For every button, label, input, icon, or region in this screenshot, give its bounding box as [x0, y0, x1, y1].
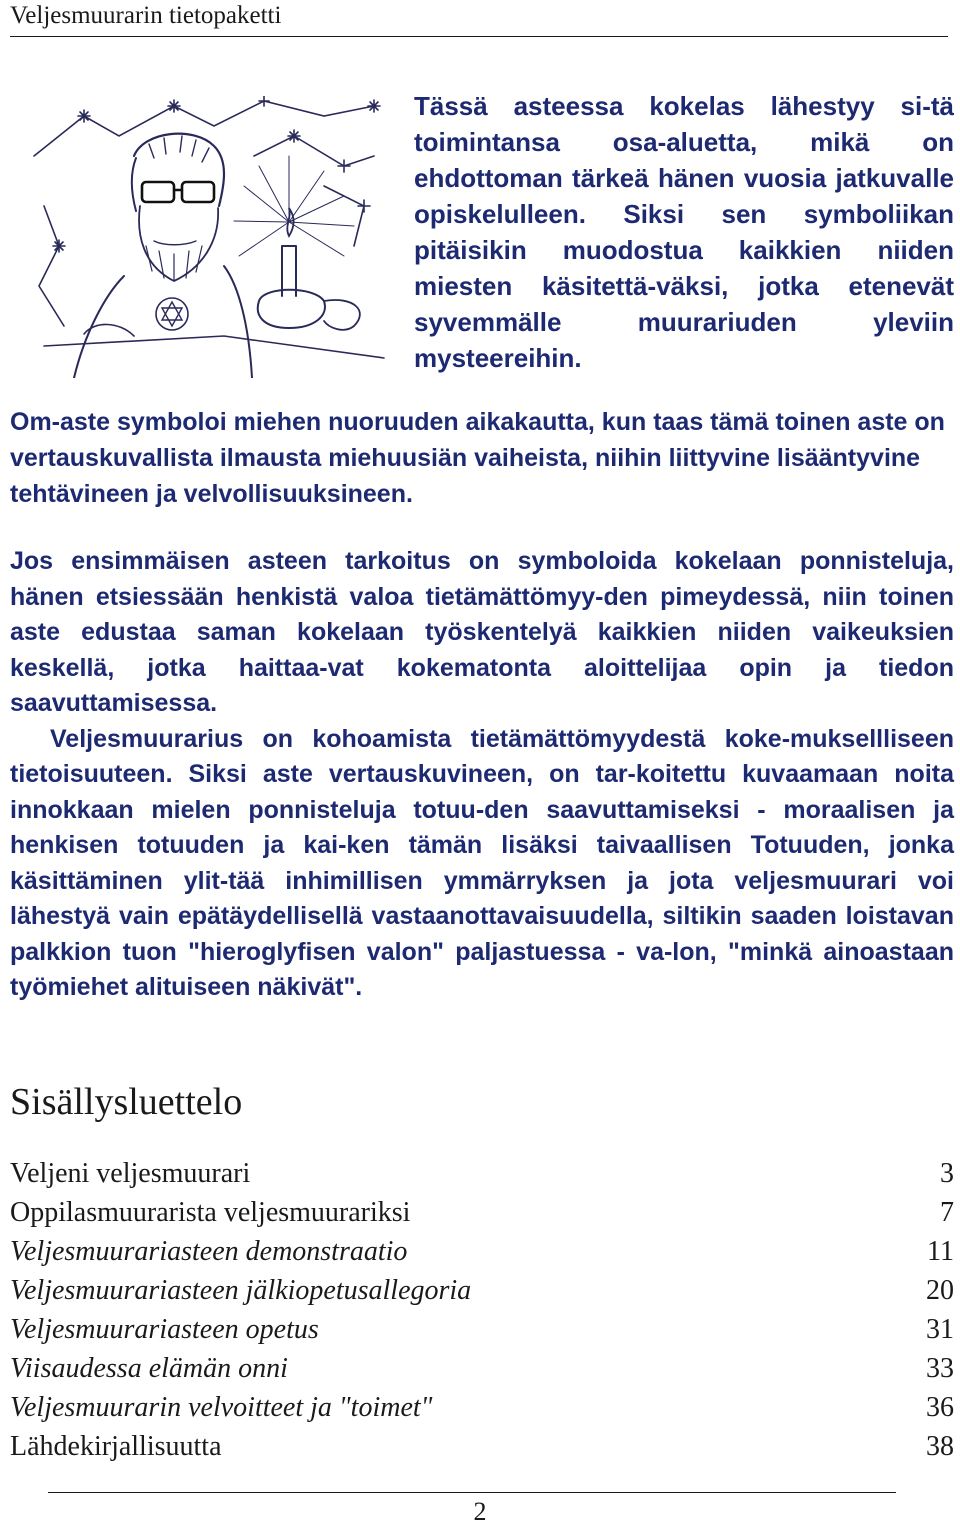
toc-entry-label: Veljesmuurariasteen opetus	[10, 1314, 319, 1345]
toc-entry-label: Oppilasmuurarista veljesmuurariksi	[10, 1197, 411, 1228]
page-number: 2	[473, 1497, 487, 1526]
toc-entry-page: 7	[940, 1197, 954, 1228]
main-paragraph	[10, 544, 954, 1006]
toc-entry-label: Lähdekirjallisuutta	[10, 1431, 222, 1462]
toc-entry-label: Veljesmuurarin velvoitteet ja "toimet"	[10, 1392, 433, 1423]
om-aste-paragraph: Om-aste symboloi miehen nuoruuden aikakautta, kun taas tämä toinen aste on vertauskuvallista ilmausta miehuusiän vaiheista, niihin liittyvine lisääntyvine tehtävineen ja velvollisuuksineen.	[10, 408, 945, 508]
toc-entry[interactable]	[10, 1431, 954, 1470]
footer-divider	[48, 1492, 896, 1493]
toc-entry-page: 36	[926, 1392, 954, 1423]
toc-entry-page: 33	[926, 1353, 954, 1384]
toc-entry[interactable]	[10, 1236, 954, 1275]
main-paragraph-part1: Jos ensimmäisen asteen tarkoitus on symboloida kokelaan ponnisteluja, hänen etsiessään henkistä valoa tietämättömyy-den pimeydessä, niin toinen aste edustaa saman kokelaan työskentelyä kaikkien niiden vaikeuksien keskellä, jotka haittaa-vat kokematonta aloittelijaa opin ja tiedon saavuttamisessa.	[10, 547, 954, 717]
toc-entry[interactable]	[10, 1197, 954, 1236]
toc-entry[interactable]	[10, 1314, 954, 1353]
toc-entry-label: Veljeni veljesmuurari	[10, 1158, 251, 1189]
toc-entry[interactable]	[10, 1275, 954, 1314]
toc-entry-label: Veljesmuurariasteen jälkiopetusallegoria	[10, 1275, 472, 1306]
page-header-title: Veljesmuurarin tietopaketti	[10, 2, 282, 29]
toc-entry-page: 38	[926, 1431, 954, 1462]
toc-entry-label: Veljesmuurariasteen demonstraatio	[10, 1236, 408, 1267]
toc-entry-page: 20	[926, 1275, 954, 1306]
toc-entry-page: 31	[926, 1314, 954, 1345]
header-divider	[10, 36, 948, 37]
toc-entry[interactable]	[10, 1158, 954, 1197]
toc-entry[interactable]	[10, 1353, 954, 1392]
table-of-contents	[10, 1158, 954, 1470]
toc-entry-label: Viisaudessa elämän onni	[10, 1353, 288, 1384]
main-paragraph-part2: Veljesmuurarius on kohoamista tietämättömyydestä koke-muksellliseen tietoisuuteen. Siksi aste vertauskuvineen, on tar-koitettu kuvaamaan noita innokkaan mielen ponnisteluja totuu-den saavuttamiseksi - moraalisen ja henkisen totuuden ja kai-ken tämän lisäksi taivaallisen Totuuden, jonka käsittäminen ylit-tää inhimillisen ymmärryksen ja jota veljesmuurari voi lähestyä vain epätäydellisellä vastaanottavaisuudella, siltikin saaden loistavan palkkion tuon "hieroglyfisen valon" paljastuessa - va-lon, "minkä ainoastaan työmiehet alituiseen näkivät".	[10, 724, 954, 1001]
intro-paragraph: Tässä asteessa kokelas lähestyy si-tä toimintansa osa-aluetta, mikä on ehdottoman tärkeä hänen vuosia jatkuvalle opiskelulleen. Siksi sen symboliikan pitäisikin muodostua kaikkien niiden miesten käsitettä-väksi, jotka etenevät syvemmälle muurariuden yleviin mysteereihin.	[414, 91, 954, 373]
toc-title: Sisällysluettelo	[10, 1081, 243, 1123]
toc-entry[interactable]	[10, 1392, 954, 1431]
toc-entry-page: 11	[927, 1236, 954, 1267]
toc-entry-page: 3	[940, 1158, 954, 1189]
mystic-sketch-illustration	[24, 96, 390, 378]
